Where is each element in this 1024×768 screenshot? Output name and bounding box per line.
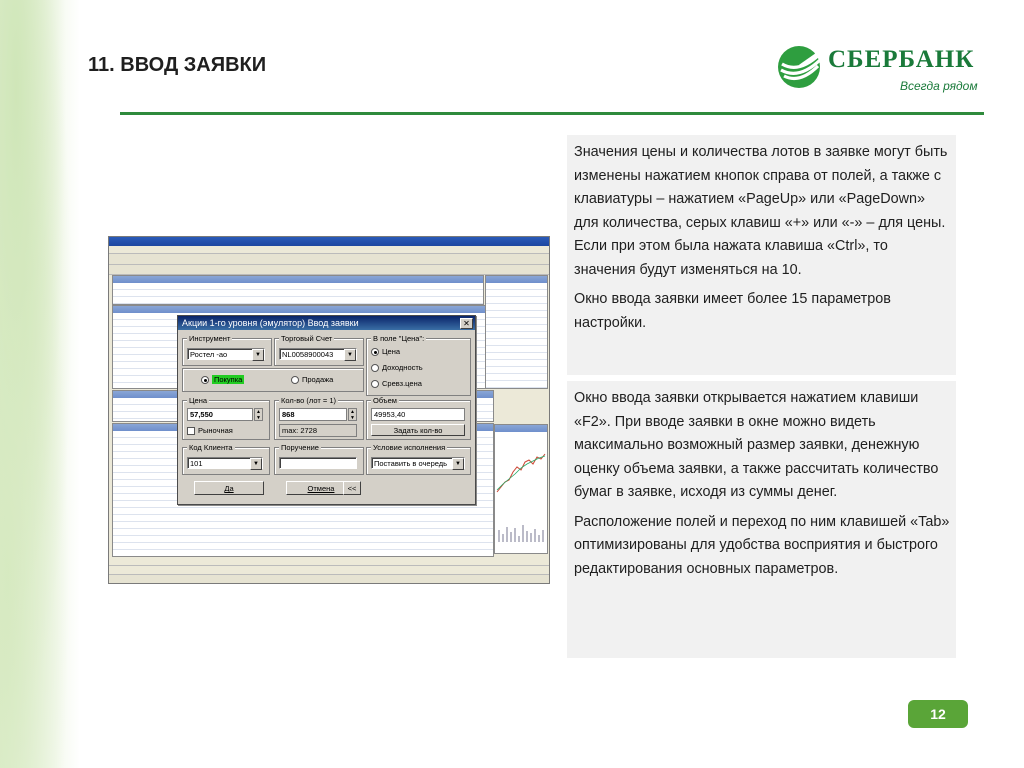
client-code-select[interactable] [187, 457, 263, 469]
logo-tagline: Всегда рядом [900, 79, 978, 93]
price-option-repo[interactable] [371, 379, 422, 388]
sberbank-logo-icon [776, 44, 822, 90]
app-toolbar-2 [109, 265, 549, 275]
page-number-badge: 12 [908, 700, 968, 728]
slide-title: 11. ВВОД ЗАЯВКИ [88, 54, 267, 76]
radio-icon [371, 380, 379, 388]
title-rule [120, 112, 984, 115]
background-leaves [0, 0, 80, 768]
exec-condition-label: Условие исполнения [373, 443, 446, 452]
order-book-window [485, 275, 548, 389]
dialog-title-text: Акции 1-го уровня (эмулятор) Ввод заявки [182, 318, 359, 328]
price-field-group [366, 334, 471, 396]
exec-condition-group [366, 443, 471, 475]
quantity-label: Кол-во (лот = 1) [281, 396, 337, 405]
instrument-select[interactable] [187, 348, 265, 360]
quantity-input[interactable]: 868 [279, 408, 347, 421]
radio-icon [371, 364, 379, 372]
dialog-close-button[interactable]: ✕ [460, 318, 473, 329]
chevron-down-icon: ▼ [452, 458, 464, 470]
buy-label: Покупка [214, 375, 243, 384]
description-panel-top [567, 135, 956, 375]
exec-condition-value: Поставить в очередь [374, 459, 448, 468]
account-value: NL0058900043 [282, 350, 334, 359]
instrument-value: Ростел -ао [190, 350, 228, 359]
sell-radio[interactable] [291, 375, 333, 384]
instrument-label: Инструмент [189, 334, 231, 343]
chevron-down-icon: ▼ [250, 458, 262, 470]
quantity-group [274, 396, 364, 440]
market-checkbox[interactable] [187, 426, 233, 435]
sell-label: Продажа [302, 375, 334, 384]
volume-label: Объем [373, 396, 397, 405]
market-label: Рыночная [198, 426, 233, 435]
logo-name: СБЕРБАНК [828, 46, 975, 73]
exec-condition-select[interactable] [371, 457, 465, 469]
price-option-price[interactable] [371, 347, 400, 356]
ok-button[interactable]: Да [194, 481, 264, 495]
volume-group [366, 396, 471, 440]
instruction-input[interactable] [279, 457, 357, 469]
app-menubar [109, 246, 549, 254]
client-code-group [182, 443, 270, 475]
client-code-value: 101 [190, 459, 203, 468]
price-input[interactable]: 57,550 [187, 408, 253, 421]
description-panel-bottom [567, 381, 956, 658]
panel-top-paragraph-1: Значения цены и количества лотов в заявке могут быть изменены нажатием кнопок справа от полей, а также с клавиатуры – нажатием «PageUp» или «PageDown» для количества, серых клавиш «+» или «-» – для цены. Если при этом была нажата клавиша «Ctrl», то значения будут изменяться на 10. [574, 144, 948, 278]
direction-group [182, 368, 364, 392]
set-quantity-button[interactable]: Задать кол-во [371, 424, 465, 436]
price-chart-window [494, 424, 548, 554]
price-field-label: В поле "Цена": [373, 334, 425, 343]
app-window-tabs [109, 565, 549, 574]
price-option-yield[interactable] [371, 363, 423, 372]
client-portfolio-window [112, 275, 484, 305]
order-entry-dialog [177, 315, 476, 505]
price-chart-graphic [495, 432, 547, 552]
price-group [182, 396, 270, 440]
instruction-label: Поручение [281, 443, 319, 452]
max-quantity: max: 2728 [279, 424, 357, 437]
collapse-button[interactable]: << [343, 481, 361, 495]
price-option-price-label: Цена [382, 347, 401, 356]
price-option-repo-label: Сревз.цена [382, 379, 422, 388]
client-code-label: Код Клиента [189, 443, 233, 452]
app-toolbar [109, 254, 549, 265]
app-statusbar [109, 574, 549, 583]
price-label: Цена [189, 396, 208, 405]
radio-selected-icon [201, 376, 209, 384]
checkbox-icon [187, 427, 195, 435]
sberbank-logo [776, 44, 986, 100]
panel-top-paragraph-2: Окно ввода заявки имеет более 15 параметров настройки. [574, 291, 891, 331]
dialog-title [178, 316, 475, 330]
chevron-down-icon: ▼ [344, 349, 356, 361]
radio-icon [291, 376, 299, 384]
buy-radio[interactable] [201, 375, 244, 384]
price-option-yield-label: Доходность [382, 363, 423, 372]
instruction-group [274, 443, 364, 475]
panel-bottom-paragraph-1: Окно ввода заявки открывается нажатием клавиши «F2». При вводе заявки в окне можно видеть максимально возможный размер заявки, денежную оценку объема заявки, а также рассчитать количество бумаг в заявке, исходя из суммы денег. [574, 390, 939, 500]
volume-input[interactable]: 49953,40 [371, 408, 465, 421]
account-label: Торговый Счет [281, 334, 333, 343]
chevron-down-icon: ▼ [252, 349, 264, 361]
cancel-button[interactable]: Отмена [286, 481, 356, 495]
instrument-group [182, 334, 272, 366]
account-select[interactable] [279, 348, 357, 360]
quantity-spin-button[interactable]: ▲ ▼ [348, 408, 357, 421]
account-group [274, 334, 364, 366]
app-titlebar [109, 237, 549, 246]
panel-bottom-paragraph-2: Расположение полей и переход по ним клавишей «Tab» оптимизированы для удобства восприятия и быстрого редактирования основных параметров. [574, 513, 950, 577]
radio-selected-icon [371, 348, 379, 356]
price-spin-button[interactable]: ▲ ▼ [254, 408, 263, 421]
